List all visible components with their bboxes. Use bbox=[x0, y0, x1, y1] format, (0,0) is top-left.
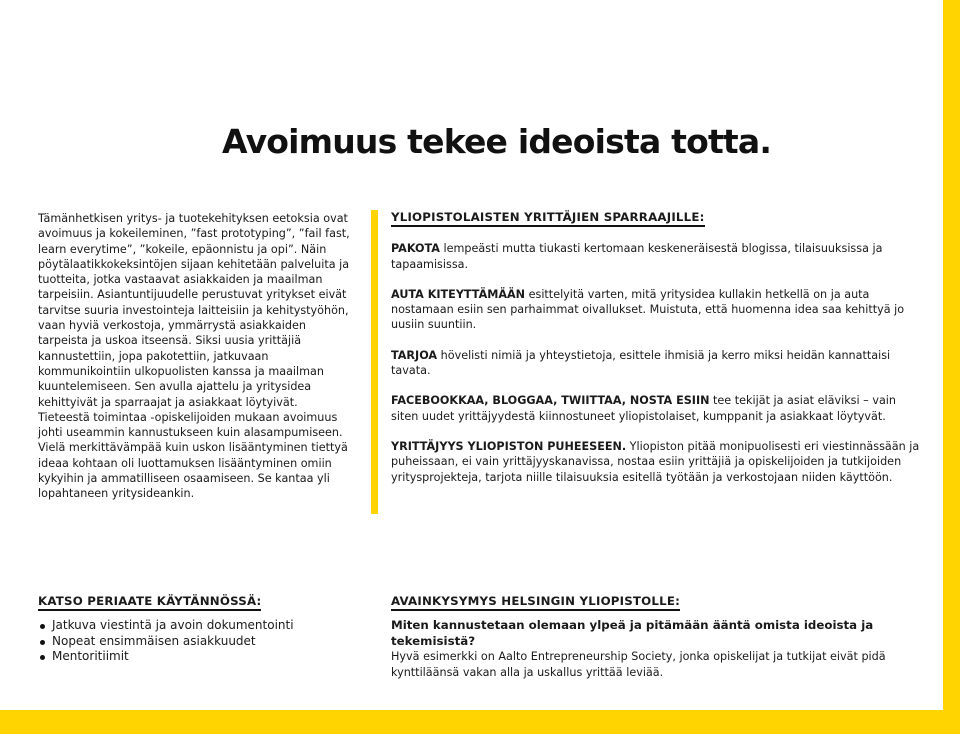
tip-text: tee tekijät ja asiat eläviksi – vain siten uudet yrittäjyydestä kiinnostuneet yliopistolaiset, kumppanit ja asiakkaat löytyvät. bbox=[391, 394, 896, 423]
tip-text: hövelisti nimiä ja yhteystietoja, esittele ihmisiä ja kerro miksi heidän kannattaisi tavata. bbox=[391, 348, 891, 378]
katso-heading: KATSO PERIAATE KÄYTÄNNÖSSÄ: bbox=[38, 594, 261, 611]
tip-yrittajyys bbox=[391, 439, 921, 485]
list-item: Nopeat ensimmäisen asiakkuudet bbox=[38, 634, 358, 650]
tip-lead: TARJOA bbox=[391, 348, 438, 362]
avainkysymys-heading: AVAINKYSYMYS HELSINGIN YLIOPISTOLLE: bbox=[391, 594, 680, 611]
tip-pakota bbox=[391, 241, 921, 272]
yellow-frame-right bbox=[943, 0, 960, 734]
sparraajille-heading: YLIOPISTOLAISTEN YRITTÄJIEN SPARRAAJILLE: bbox=[391, 210, 705, 227]
tip-text: Yliopiston pitää monipuolisesti eri viestinnässään ja puheissaan, ei vain yrittäjyyskanavissa, nostaa esiin yrittäjiä ja opiskelijoiden ja tutkijoiden yritysprojekteja, tarjota niille tilaisuuksia esitellä työtään ja verkostojaan niiden käyttöön. bbox=[391, 439, 920, 484]
list-item: Mentoritiimit bbox=[38, 649, 358, 665]
tip-lead: AUTA KITEYTTÄMÄÄN bbox=[391, 287, 526, 301]
tip-lead: PAKOTA bbox=[391, 242, 440, 256]
intro-body-text: Tämänhetkisen yritys- ja tuotekehityksen eetoksia ovat avoimuus ja kokeileminen, ”fast prototyping”, ”fail fast, learn everytime”, ”kokeile, epäonnistu ja opi”. Näin pöytälaatikkokeksintöjen sijaan kehitetään palveluita ja tuotteita, jotka vastaavat asiakkaiden ja maailman tarpeisiin. Asiantuntijuudelle perustuvat yritykset eivät tarvitse suuria investointeja laitteisiin ja kehitystyöhön, vaan hyviä verkostoja, ymmärrystä asiakkaiden tarpeista ja uskoa itseensä. Siksi uusia yrittäjiä kannustettiin, jopa pakotettiin, jatkuvaan kommunikointiin ulkopuolisten kanssa ja maailman kuuntelemiseen. Sen avulla ajattelu ja yritysidea kehittyivät ja sparraajat ja asiakkaat löytyivät. Tieteestä toimintaa -opiskelijoiden mukaan avoimuus johti useammin kannustukseen kuin alasampumiseen. Vielä merkittävämpää kuin uskon lisääntyminen tiettyä ideaa kohtaan oli luottamuksen lisääntyminen omiin kykyihin ja ammatilliseen osaamiseen. Se kantaa yli lopahtaneen yritysideankin. bbox=[38, 212, 350, 501]
tip-lead: YRITTÄJYYS YLIOPISTON PUHEESEEN. bbox=[391, 439, 627, 453]
tip-facebookkaa bbox=[391, 393, 921, 424]
key-question: Miten kannustetaan olemaan ylpeä ja pitämään ääntä omista ideoista ja tekemisistä? bbox=[391, 618, 874, 648]
katso-list bbox=[38, 618, 358, 665]
yellow-frame-bottom bbox=[0, 710, 960, 734]
tip-auta bbox=[391, 287, 921, 333]
tip-text: esittelyitä varten, mitä yritysidea kullakin hetkellä on ja auta nostamaan esiin sen parhaimmat oivallukset. Muistuta, että huomenna idea saa kehittyä jo uusiin suuntiin. bbox=[391, 287, 905, 332]
tip-tarjoa bbox=[391, 348, 921, 379]
katso-section bbox=[38, 594, 358, 665]
sparraajille-section bbox=[391, 210, 921, 500]
tip-text: lempeästi mutta tiukasti kertomaan keskeneräisestä blogissa, tilaisuuksissa ja tapaamisissa. bbox=[391, 242, 883, 271]
tip-lead: FACEBOOKKAA, BLOGGAA, TWIITTAA, NOSTA ESIIN bbox=[391, 394, 710, 408]
list-item: Jatkuva viestintä ja avoin dokumentointi bbox=[38, 618, 358, 634]
key-answer: Hyvä esimerkki on Aalto Entrepreneurship Society, jonka opiskelijat ja tutkijat eivät pidä kynttiläänsä vakan alla ja uskallus yrittää leviää. bbox=[391, 650, 886, 679]
yellow-accent-bar bbox=[371, 210, 378, 514]
page-title: Avoimuus tekee ideoista totta. bbox=[222, 122, 772, 161]
avainkysymys-section bbox=[391, 594, 911, 680]
